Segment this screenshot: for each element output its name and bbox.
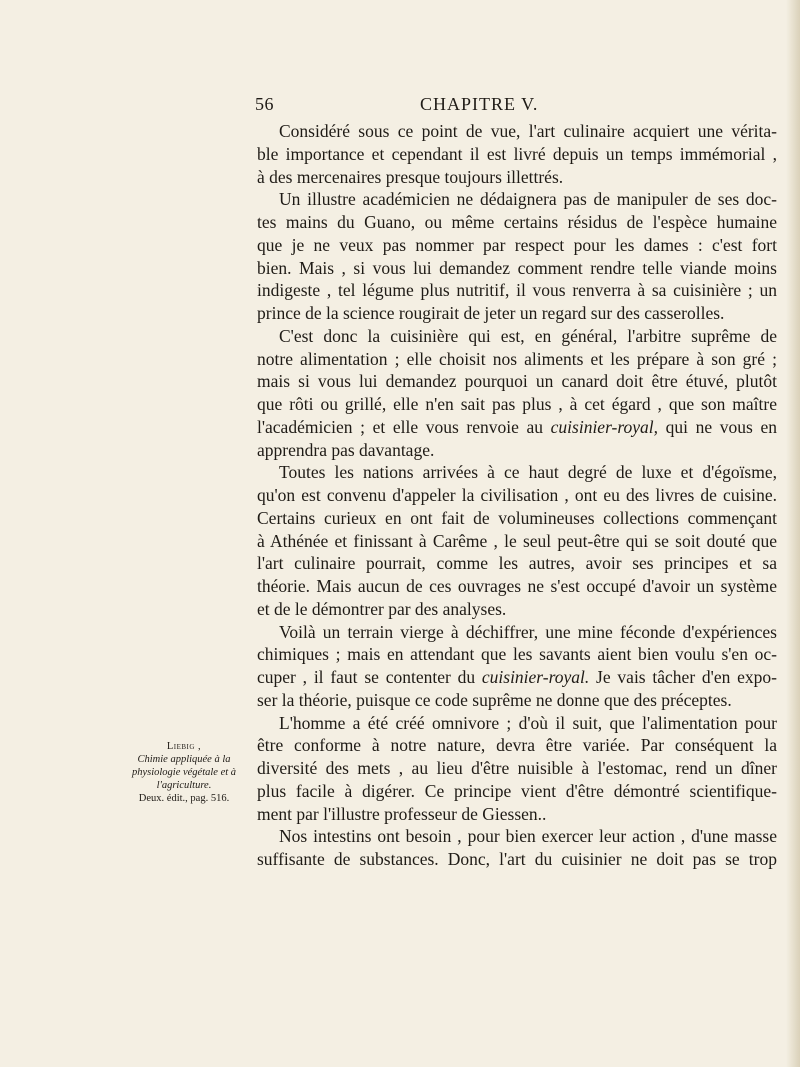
text-line: que rôti ou grillé, elle n'en sait pas plus , à cet égard , que son maître <box>257 394 777 414</box>
text-line: théorie. Mais aucun de ces ouvrages ne s'est occupé d'avoir un système <box>257 576 777 596</box>
text-fragment: Je vais tâcher d'en expo- <box>589 667 777 687</box>
text-line: L'homme a été créé omnivore ; d'où il suit, que l'alimentation pour <box>279 712 777 733</box>
citation-title-line: l'agriculture. <box>156 780 212 791</box>
text-line: Certains curieux en ont fait de volumineuses collections commençant <box>257 507 777 528</box>
text-line: et de le démontrer par des analyses. <box>257 598 507 619</box>
text-line: être conforme à notre nature, devra être variée. Par conséquent la <box>257 735 777 756</box>
text-line: bien. Mais , si vous lui demandez comment rendre telle viande moins <box>257 257 777 278</box>
citation-title-line: Chimie appliquée à la <box>137 754 231 765</box>
text-line: ser la théorie, puisque ce code suprême ne donne que des préceptes. <box>257 689 732 710</box>
running-header <box>255 94 775 120</box>
text-line: C'est donc la cuisinière qui est, en général, l'arbitre suprême de <box>279 325 777 346</box>
page-number: 56 <box>255 94 274 114</box>
text-line <box>257 666 777 689</box>
text-line: notre alimentation ; elle choisit nos aliments et les prépare à son gré ; <box>257 348 777 369</box>
margin-note-citation <box>118 740 250 805</box>
text-line: tes mains du Guano, ou même certains résidus de l'espèce humaine <box>257 212 777 232</box>
text-fragment: cuper , il faut se contenter du <box>257 667 482 687</box>
citation-reference: Deux. édit., pag. 516. <box>138 793 230 804</box>
text-line: Nos intestins ont besoin , pour bien exercer leur action , d'une masse <box>279 826 777 847</box>
text-fragment: l'académicien ; et elle vous renvoie au <box>257 416 551 437</box>
text-line: Un illustre académicien ne dédaignera pas de manipuler de ses doc- <box>279 189 777 210</box>
text-line: Toutes les nations arrivées à ce haut degré de luxe et d'égoïsme, <box>279 462 777 483</box>
text-line: chimiques ; mais en attendant que les savants aient bien voulu s'en oc- <box>257 644 777 665</box>
text-line: mais si vous lui demandez pourquoi un canard doit être étuvé, plutôt <box>257 371 777 392</box>
page-edge-shadow <box>786 0 800 1067</box>
text-line: indigeste , tel légume plus nutritif, il vous renverra à sa cuisinière ; un <box>257 280 777 301</box>
text-line: ment par l'illustre professeur de Giessen.. <box>257 803 547 824</box>
text-line: que je ne veux pas nommer par respect pour les dames : c'est fort <box>257 234 777 255</box>
text-line: Voilà un terrain vierge à déchiffrer, une mine féconde d'expériences <box>279 621 777 642</box>
text-fragment: qui ne vous en <box>658 416 777 437</box>
text-line: suffisante de substances. Donc, l'art du cuisinier ne doit pas se trop <box>257 849 777 869</box>
text-line <box>257 416 777 439</box>
text-line: à des mercenaires presque toujours illettrés. <box>257 166 564 187</box>
citation-author: Liebig , <box>166 741 202 752</box>
text-line: l'art culinaire pourrait, comme les autres, avoir ses principes et sa <box>257 553 777 574</box>
text-line: Considéré sous ce point de vue, l'art culinaire acquiert une vérita- <box>279 121 777 141</box>
text-line: plus facile à digérer. Ce principe vient d'être démontré scientifique- <box>257 780 777 801</box>
text-line: diversité des mets , au lieu d'être nuisible à l'estomac, rend un dîner <box>257 758 777 778</box>
text-line: à Athénée et finissant à Carême , le seul peut-être qui se soit douté que <box>257 530 777 551</box>
chapter-title: CHAPITRE V. <box>420 94 539 114</box>
text-line: qu'on est convenu d'appeler la civilisation , ont eu des livres de cuisine. <box>257 485 777 505</box>
text-line: ble importance et cependant il est livré depuis un temps immémorial , <box>257 143 777 164</box>
text-line: apprendra pas davantage. <box>257 439 435 460</box>
main-text <box>257 120 777 871</box>
citation-title-line: physiologie végétale et à <box>131 767 237 778</box>
text-line: prince de la science rougirait de jeter un regard sur des casserolles. <box>257 303 725 323</box>
book-title-cuisinier-royal: cuisinier-royal, <box>550 416 659 437</box>
book-title-cuisinier-royal: cuisinier-royal. <box>481 667 590 687</box>
